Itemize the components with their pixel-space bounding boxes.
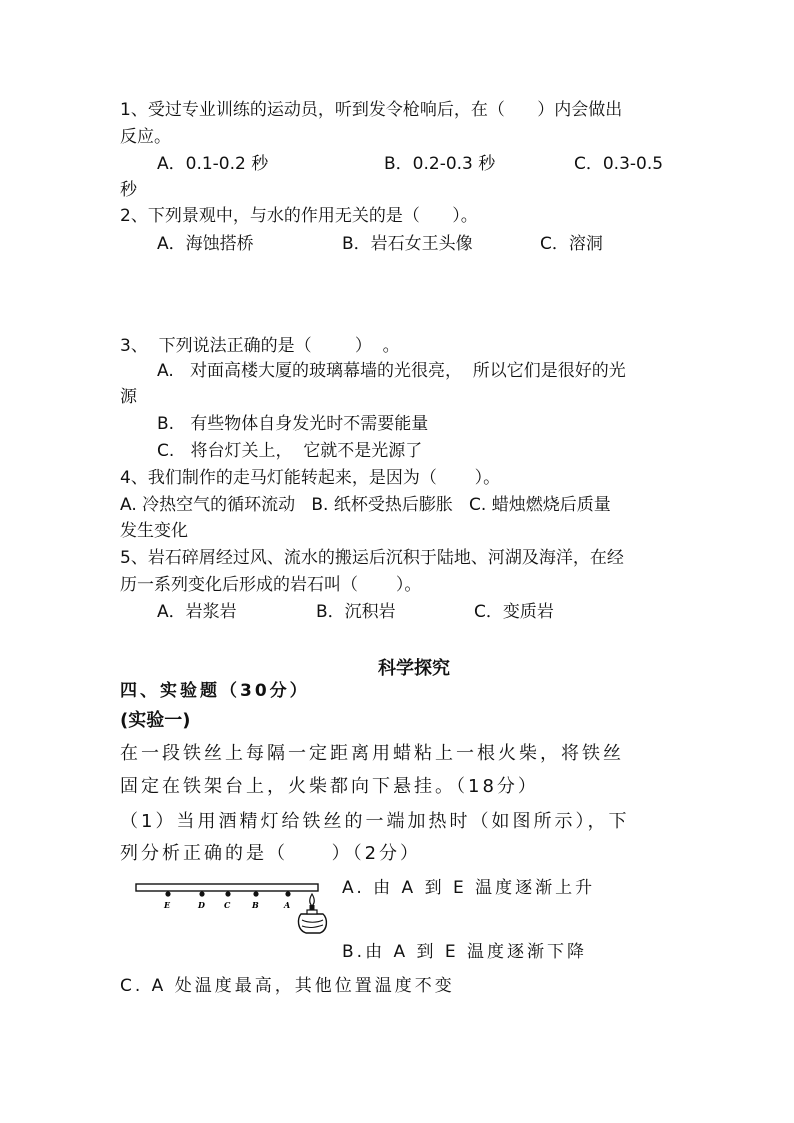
alcohol-lamp-icon <box>298 894 326 933</box>
section-heading: 科学探究 <box>378 658 450 679</box>
experiment-q1-line2: 列分析正确的是（ ）（2分） <box>120 843 422 864</box>
q5-stem: 5、岩石碎屑经过风、流水的搬运后沉积于陆地、河湖及海洋，在经 <box>120 548 624 568</box>
label-e: E <box>164 900 171 910</box>
q5-option-a: A．岩浆岩 <box>157 602 237 622</box>
q2-option-a: A．海蚀搭桥 <box>157 234 254 254</box>
experiment-q1-line1: （1）当用酒精灯给铁丝的一端加热时（如图所示），下 <box>120 811 630 832</box>
experiment-option-c: C. A 处温度最高，其他位置温度不变 <box>120 976 455 996</box>
q2-option-c: C．溶洞 <box>540 234 603 254</box>
q4-options-cont: 发生变化 <box>120 521 188 541</box>
experiment-option-a: A. 由 A 到 E 温度逐渐上升 <box>342 878 596 898</box>
q3-stem: 3、 下列说法正确的是（ ） 。 <box>120 336 400 356</box>
q1-stem-cont: 反应。 <box>120 127 171 147</box>
experiment-option-b: B.由 A 到 E 温度逐渐下降 <box>342 942 588 962</box>
q1-option-b: B．0.2-0.3 秒 <box>384 154 496 174</box>
experiment-desc-2: 固定在铁架台上，火柴都向下悬挂。（18分） <box>120 776 539 797</box>
label-b: B <box>252 900 259 910</box>
label-a: A <box>284 900 291 910</box>
iron-wire <box>136 884 318 891</box>
part-title: 四、实验题（30分） <box>120 681 310 701</box>
label-d: D <box>198 900 205 910</box>
match-a <box>285 891 290 896</box>
q3-option-a: A. 对面高楼大厦的玻璃幕墙的光很亮， 所以它们是很好的光 <box>157 361 626 381</box>
experiment-desc-1: 在一段铁丝上每隔一定距离用蜡粘上一根火柴，将铁丝 <box>120 743 624 764</box>
q1-stem: 1、受过专业训练的运动员，听到发令枪响后，在（ ）内会做出 <box>120 100 623 120</box>
q3-option-a-cont: 源 <box>120 387 137 407</box>
match-c <box>225 891 230 896</box>
iron-wire-figure <box>134 874 330 936</box>
match-d <box>199 891 204 896</box>
q5-option-c: C．变质岩 <box>474 602 554 622</box>
match-b <box>253 891 258 896</box>
experiment-title: (实验一) <box>120 710 191 731</box>
q1-option-c: C．0.3-0.5 <box>574 154 664 174</box>
q5-stem-cont: 历一系列变化后形成的岩石叫（ ）。 <box>120 575 422 595</box>
q4-stem: 4、我们制作的走马灯能转起来，是因为（ ）。 <box>120 468 501 488</box>
q2-option-b: B．岩石女王头像 <box>342 234 473 254</box>
q1-option-a: A．0.1-0.2 秒 <box>157 154 269 174</box>
q3-option-b: B. 有些物体自身发光时不需要能量 <box>157 414 429 434</box>
q2-stem: 2、下列景观中，与水的作用无关的是（ ）。 <box>120 206 478 226</box>
q5-option-b: B．沉积岩 <box>316 602 396 622</box>
match-e <box>165 891 170 896</box>
q3-option-c: C. 将台灯关上， 它就不是光源了 <box>157 441 423 461</box>
q1-option-cont: 秒 <box>120 180 137 200</box>
label-c: C <box>224 900 231 910</box>
q4-options: A. 冷热空气的循环流动 B. 纸杯受热后膨胀 C. 蜡烛燃烧后质量 <box>120 495 611 515</box>
